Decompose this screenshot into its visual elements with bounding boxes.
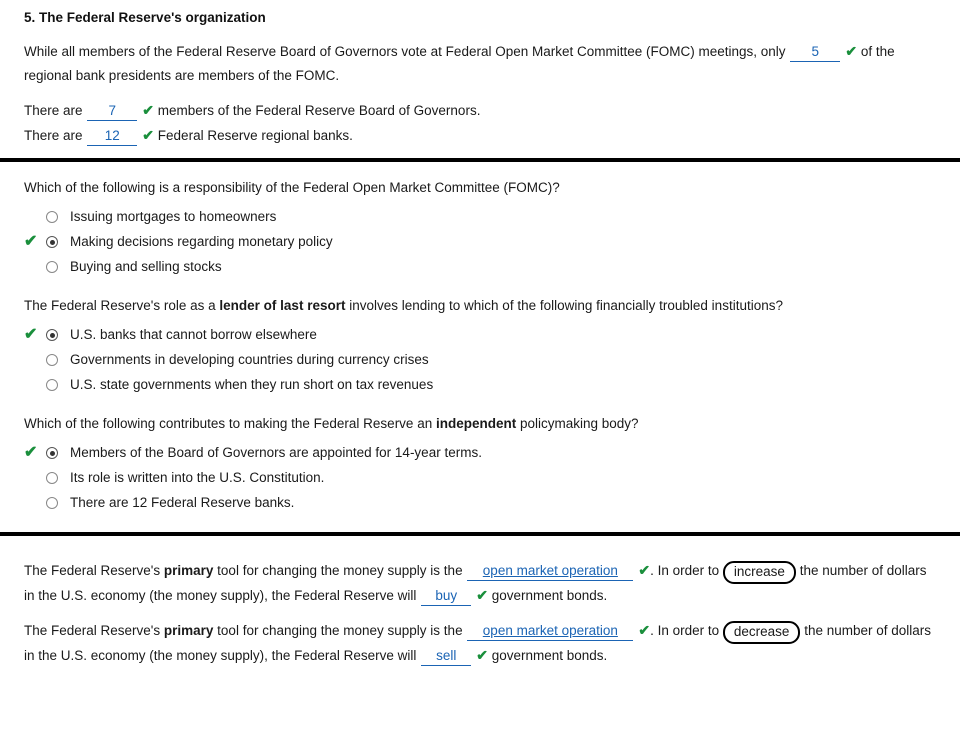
answer-buy-sell[interactable]: sell <box>421 648 471 666</box>
radio-button[interactable] <box>46 329 58 341</box>
statement-emphasis: primary <box>163 623 214 638</box>
choice-option[interactable] <box>24 206 936 228</box>
question-prompt <box>24 414 936 434</box>
answer-fomc-presidents[interactable]: 5 <box>790 44 840 62</box>
check-icon: ✔ <box>638 562 651 578</box>
choice-label: U.S. state governments when they run short on tax revenues <box>70 377 434 392</box>
prompt-emphasis: lender of last resort <box>219 298 346 313</box>
banks-suffix: Federal Reserve regional banks. <box>157 128 353 143</box>
choice-option[interactable] <box>24 467 936 489</box>
statement-mid: . In order to <box>650 623 720 638</box>
statement-pre: The Federal Reserve's <box>24 623 164 638</box>
spacer <box>24 88 936 98</box>
dropdown-increase-decrease[interactable]: decrease <box>723 621 801 644</box>
governors-prefix: There are <box>24 103 83 118</box>
choice-label: There are 12 Federal Reserve banks. <box>70 495 295 510</box>
choice-option[interactable] <box>24 231 936 253</box>
multiple-choice-section <box>0 162 960 514</box>
open-market-decrease-statement <box>24 618 936 668</box>
statement-end: government bonds. <box>491 588 608 603</box>
choice-label: Its role is written into the U.S. Constitution. <box>70 470 325 485</box>
choice-list <box>24 324 936 396</box>
prompt-post: involves lending to which of the following financially troubled institutions? <box>345 298 783 313</box>
question-prompt <box>24 296 936 316</box>
governors-suffix: members of the Federal Reserve Board of Governors. <box>157 103 481 118</box>
check-icon: ✔ <box>142 102 155 118</box>
statement-mid2: the number of dollars in the U.S. economy (the money supply), the Federal Reserve will <box>24 563 927 603</box>
choice-label: U.S. banks that cannot borrow elsewhere <box>70 327 317 342</box>
statement-emphasis: primary <box>163 563 214 578</box>
fomc-membership-statement <box>24 39 936 88</box>
statement-pre: The Federal Reserve's <box>24 563 164 578</box>
radio-button[interactable] <box>46 497 58 509</box>
banks-prefix: There are <box>24 128 83 143</box>
prompt-pre: The Federal Reserve's role as a <box>24 298 220 313</box>
spacer <box>24 608 936 618</box>
check-icon: ✔ <box>142 127 155 143</box>
dropdown-increase-decrease[interactable]: increase <box>723 561 796 584</box>
question-prompt: Which of the following is a responsibility of the Federal Open Market Committee (FOMC)? <box>24 180 560 195</box>
radio-button[interactable] <box>46 472 58 484</box>
choice-option[interactable] <box>24 374 936 396</box>
question-independence <box>24 414 936 514</box>
choice-list <box>24 206 936 278</box>
answer-primary-tool[interactable]: open market operation <box>467 563 633 581</box>
correct-check-icon: ✔ <box>24 233 38 250</box>
radio-button[interactable] <box>46 236 58 248</box>
correct-check-icon: ✔ <box>24 326 38 343</box>
radio-button[interactable] <box>46 447 58 459</box>
choice-label: Issuing mortgages to homeowners <box>70 209 277 224</box>
sentence-completion-section <box>0 536 960 668</box>
question-fomc-responsibility <box>24 178 936 278</box>
answer-buy-sell[interactable]: buy <box>421 588 471 606</box>
governors-statement <box>24 98 936 123</box>
choice-list <box>24 442 936 514</box>
radio-button[interactable] <box>46 354 58 366</box>
radio-button[interactable] <box>46 379 58 391</box>
answer-governors-count[interactable]: 7 <box>87 103 137 121</box>
choice-option[interactable] <box>24 256 936 278</box>
statement-mid: . In order to <box>650 563 720 578</box>
answer-primary-tool[interactable]: open market operation <box>467 623 633 641</box>
answer-regional-banks-count[interactable]: 12 <box>87 128 137 146</box>
regional-banks-statement <box>24 123 936 148</box>
choice-label: Buying and selling stocks <box>70 259 222 274</box>
prompt-pre: Which of the following contributes to making the Federal Reserve an <box>24 416 436 431</box>
radio-button[interactable] <box>46 211 58 223</box>
prompt-emphasis: independent <box>435 416 517 431</box>
choice-label: Governments in developing countries during currency crises <box>70 352 429 367</box>
fomc-statement-prefix: While all members of the Federal Reserve Board of Governors vote at Federal Open Market Committee (FOMC) meetings, only <box>24 44 786 59</box>
check-icon: ✔ <box>638 622 651 638</box>
statement-post: tool for changing the money supply is the <box>213 623 463 638</box>
statement-post: tool for changing the money supply is the <box>213 563 463 578</box>
radio-button[interactable] <box>46 261 58 273</box>
choice-option[interactable] <box>24 349 936 371</box>
fomc-statement-suffix: of the regional bank presidents are members of the FOMC. <box>24 44 895 83</box>
open-market-increase-statement <box>24 558 936 608</box>
check-icon: ✔ <box>476 647 488 663</box>
choice-option[interactable] <box>24 442 936 464</box>
correct-check-icon: ✔ <box>24 444 38 461</box>
fill-in-blank-section <box>0 25 960 148</box>
choice-label: Making decisions regarding monetary policy <box>70 234 333 249</box>
choice-option[interactable] <box>24 324 936 346</box>
choice-label: Members of the Board of Governors are appointed for 14-year terms. <box>70 445 482 460</box>
prompt-post: policymaking body? <box>516 416 639 431</box>
statement-mid2: the number of dollars in the U.S. economy (the money supply), the Federal Reserve will <box>24 623 932 663</box>
check-icon: ✔ <box>476 587 488 603</box>
question-lender-of-last-resort <box>24 296 936 396</box>
statement-end: government bonds. <box>491 648 608 663</box>
check-icon: ✔ <box>845 43 858 59</box>
choice-option[interactable] <box>24 492 936 514</box>
page-title: 5. The Federal Reserve's organization <box>24 10 266 25</box>
